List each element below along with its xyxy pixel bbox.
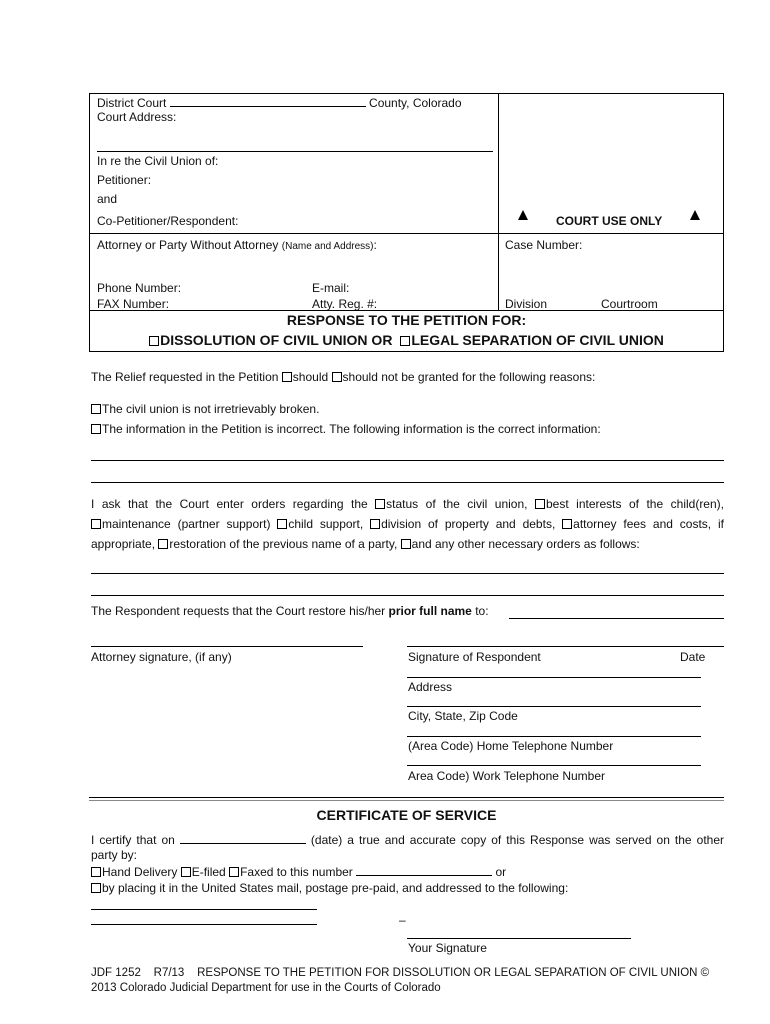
certificate-rule xyxy=(89,797,724,798)
should-not-checkbox[interactable] xyxy=(332,372,342,382)
home-phone-line[interactable] xyxy=(407,736,701,737)
district-court-line: District Court County, Colorado xyxy=(97,96,462,110)
up-arrow-right-icon xyxy=(690,210,700,220)
orders-line-2[interactable] xyxy=(91,595,724,596)
orders-line2: maintenance (partner support) child support, division of property and debts, attorney fees and costs, if xyxy=(91,517,724,531)
mail-address-line-1[interactable] xyxy=(91,909,317,910)
respondent-signature-label: Signature of Respondent xyxy=(408,650,541,664)
caption-mid-rule xyxy=(89,233,724,234)
co-petitioner-label: Co-Petitioner/Respondent: xyxy=(97,214,239,228)
court-use-only: COURT USE ONLY xyxy=(556,214,663,228)
certify-line: I certify that on (date) a true and accurate copy of this Response was served on the other xyxy=(91,833,724,847)
city-line[interactable] xyxy=(407,706,701,707)
address-label: Address xyxy=(408,680,453,694)
maintenance-checkbox[interactable] xyxy=(91,519,101,529)
best-interests-checkbox[interactable] xyxy=(535,499,545,509)
service-date-field[interactable] xyxy=(180,832,306,844)
petitioner-label: Petitioner: xyxy=(97,173,152,187)
district-court-field[interactable] xyxy=(170,95,366,107)
correct-info-line-2[interactable] xyxy=(91,482,724,483)
attorney-signature-line[interactable] xyxy=(91,646,363,647)
incorrect-info-checkbox[interactable] xyxy=(91,424,101,434)
court-address-rule[interactable] xyxy=(97,151,493,152)
relief-line: The Relief requested in the Petition should should not be granted for the following reasons: xyxy=(91,370,596,384)
reason2-line: The information in the Petition is incorrect. The following information is the correct information: xyxy=(91,422,601,436)
mail-address-line-2[interactable] xyxy=(91,924,317,925)
attorney-label: Attorney or Party Without Attorney (Name and Address): xyxy=(97,238,377,252)
footer-line2: 2013 Colorado Judicial Department for use in the Courts of Colorado xyxy=(91,982,441,994)
child-support-checkbox[interactable] xyxy=(277,519,287,529)
case-number-label: Case Number: xyxy=(505,238,583,252)
faxed-checkbox[interactable] xyxy=(229,867,239,877)
service-method-line: Hand Delivery E-filed Faxed to this number or xyxy=(91,864,506,879)
name-restore-line: The Respondent requests that the Court restore his/her prior full name to: xyxy=(91,604,489,618)
orders-line-1[interactable] xyxy=(91,573,724,574)
caption-box xyxy=(89,93,724,311)
other-orders-checkbox[interactable] xyxy=(401,539,411,549)
certificate-rule-2 xyxy=(89,800,724,801)
efiled-checkbox[interactable] xyxy=(181,867,191,877)
certificate-heading: CERTIFICATE OF SERVICE xyxy=(316,807,497,823)
atty-reg-label: Atty. Reg. #: xyxy=(312,297,378,311)
prior-name-field[interactable] xyxy=(509,618,724,619)
your-signature-line[interactable] xyxy=(407,938,631,939)
division-label: Division xyxy=(505,297,548,311)
work-phone-label: Area Code) Work Telephone Number xyxy=(408,769,605,783)
party-by-label: party by: xyxy=(91,848,138,862)
orders-line3: appropriate, restoration of the previous name of a party, and any other necessary orders as follows: xyxy=(91,537,640,551)
mail-checkbox[interactable] xyxy=(91,883,101,893)
caption-divider xyxy=(498,93,499,311)
courtroom-label: Courtroom xyxy=(601,297,658,311)
attorney-fees-checkbox[interactable] xyxy=(562,519,572,529)
restoration-checkbox[interactable] xyxy=(158,539,168,549)
footer-line1: JDF 1252 R7/13 RESPONSE TO THE PETITION FOR DISSOLUTION OR LEGAL SEPARATION OF CIVIL UNION © xyxy=(91,967,710,979)
not-broken-checkbox[interactable] xyxy=(91,404,101,414)
mail-line: by placing it in the United States mail, postage pre-paid, and addressed to the following: xyxy=(91,881,568,895)
legal-separation-checkbox[interactable] xyxy=(400,336,410,346)
fax-label: FAX Number: xyxy=(97,297,170,311)
work-phone-line[interactable] xyxy=(407,765,701,766)
and-label: and xyxy=(97,192,118,206)
date-label: Date xyxy=(680,650,706,664)
email-label: E-mail: xyxy=(312,281,350,295)
phone-label: Phone Number: xyxy=(97,281,182,295)
court-address-label: Court Address: xyxy=(97,110,177,124)
up-arrow-left-icon xyxy=(518,210,528,220)
title-line1: RESPONSE TO THE PETITION FOR: xyxy=(286,312,527,328)
fax-number-field[interactable] xyxy=(356,864,492,876)
status-checkbox[interactable] xyxy=(375,499,385,509)
attorney-signature-label: Attorney signature, (if any) xyxy=(91,650,232,664)
dash-mark: – xyxy=(399,913,406,927)
in-re-label: In re the Civil Union of: xyxy=(97,154,219,168)
correct-info-line-1[interactable] xyxy=(91,460,724,461)
home-phone-label: (Area Code) Home Telephone Number xyxy=(408,739,614,753)
orders-line1: I ask that the Court enter orders regarding the status of the civil union, best interests of the child(ren), xyxy=(91,497,724,511)
address-line[interactable] xyxy=(407,677,701,678)
city-label: City, State, Zip Code xyxy=(408,709,518,723)
division-property-checkbox[interactable] xyxy=(370,519,380,529)
hand-delivery-checkbox[interactable] xyxy=(91,867,101,877)
reason1-line: The civil union is not irretrievably broken. xyxy=(91,402,319,416)
title-line2: DISSOLUTION OF CIVIL UNION OR LEGAL SEPARATION OF CIVIL UNION xyxy=(89,332,724,348)
your-signature-label: Your Signature xyxy=(408,941,487,955)
dissolution-checkbox[interactable] xyxy=(149,336,159,346)
should-checkbox[interactable] xyxy=(282,372,292,382)
respondent-signature-line[interactable] xyxy=(407,646,724,647)
